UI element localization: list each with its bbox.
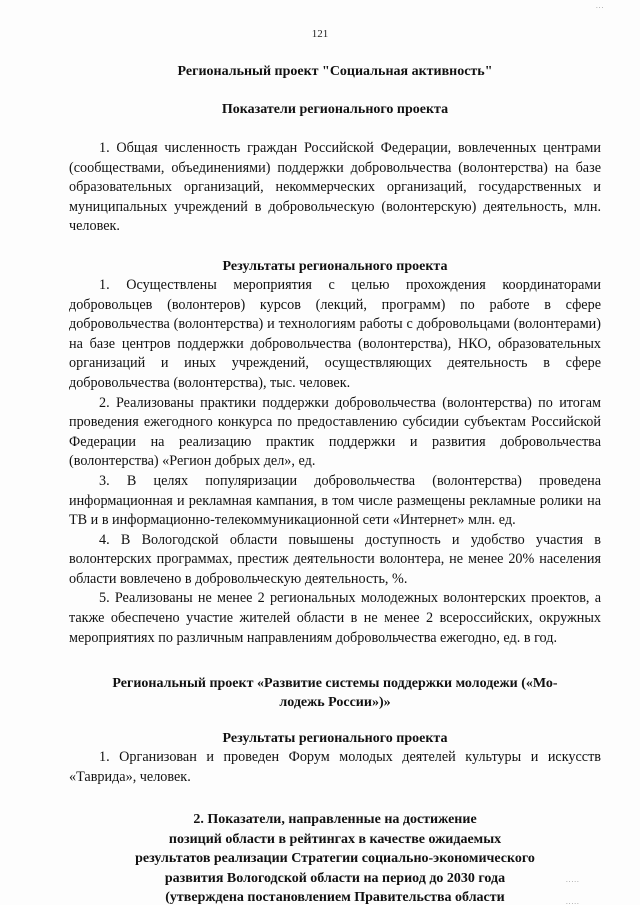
project1-result-2: 2. Реализованы практики поддержки добровольчества (волонтерства) по итогам проведения ежегодного конкурса по предоставлению субсидии субъектам Российской Федерации на реализацию практик поддержки и развития добровольчества (волонтерства) «Регион добрых дел», ед. — [69, 394, 601, 470]
project2-results-heading: Результаты регионального проекта — [222, 731, 448, 747]
section2-heading-line-1: 2. Показатели, направленные на достижение — [193, 812, 477, 828]
project1-result-3: 3. В целях популяризации добровольчества (волонтерства) проведена информационная и рекламная кампания, в том числе размещены рекламные ролики на ТВ и в информационно-телекоммуникационной сети «Интернет» млн. ед. — [69, 472, 601, 529]
project2-title-line-2: лодежь России»)» — [279, 695, 391, 711]
project1-title: Региональный проект "Социальная активность" — [177, 64, 493, 79]
project1-result-5: 5. Реализованы не менее 2 региональных молодежных волонтерских проектов, а также обеспечено участие жителей области в не менее 2 всероссийских, окружных мероприятиях по различным направлениям добровольчества ежегодно, ед. в год. — [69, 590, 601, 646]
page-number: 121 — [311, 28, 329, 40]
section2-heading-line-3: результатов реализации Стратегии социально-экономического — [135, 851, 535, 867]
project1-result-1: 1. Осуществлены мероприятия с целью прохождения координаторами добровольцев (волонтеров) курсов (лекций, программ) по работе в сфере добровольчества (волонтерства) и технологиям работы с добровольцами (волонтерами) на базе центров поддержки добровольчества (волонтерства), НКО, образовательных организаций и иных учреждений, осуществляющих деятельность в сфере добровольчества (волонтерства), тыс. человек. — [69, 276, 601, 391]
section2-heading-line-4: развития Вологодской области на период до 2030 года — [164, 870, 506, 886]
project1-result-4: 4. В Вологодской области повышены доступность и удобство участия в волонтерских программах, престиж деятельности волонтера, не менее 20% населения области вовлечено в добровольческую деятельность, %. — [69, 531, 601, 587]
scan-mark-top-right: ... — [596, 2, 605, 10]
scan-mark-bottom-right-2: ..... — [566, 898, 580, 906]
section2-heading-line-2: позиций области в рейтингах в качестве ожидаемых — [168, 831, 502, 847]
project1-indicator-1: 1. Общая численность граждан Российской Федерации, вовлеченных центрами (сообществами, объединениями) поддержки добровольчества (волонтерства) на базе образовательных организаций, некоммерческих организаций, государственных и муниципальных учреждений в добровольческую (волонтерскую) деятельность, млн. человек. — [69, 140, 601, 235]
project1-results-heading: Результаты регионального проекта — [222, 258, 448, 274]
project2-title-line-1: Региональный проект «Развитие системы поддержки молодежи («Мо- — [112, 676, 558, 692]
project1-indicators-heading: Показатели регионального проекта — [221, 102, 449, 117]
project2-title — [69, 674, 601, 712]
scan-mark-bottom-right-1: ..... — [566, 876, 580, 884]
section2-heading — [69, 810, 601, 907]
project2-result-1: 1. Организован и проведен Форум молодых деятелей культуры и искусств «Таврида», человек. — [69, 749, 601, 785]
section2-heading-line-5: (утверждена постановлением Правительства области — [165, 890, 505, 906]
document-content — [69, 56, 601, 907]
